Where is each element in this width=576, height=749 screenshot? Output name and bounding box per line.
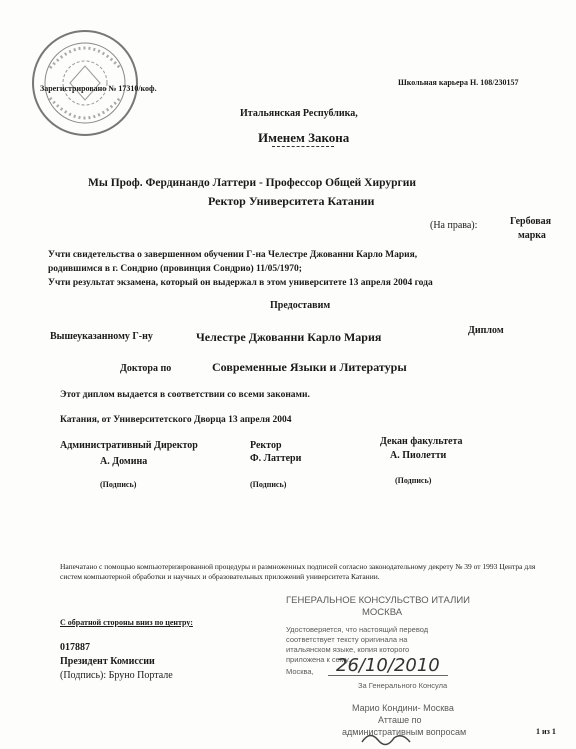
signer-name: А. Домина (100, 456, 148, 467)
field-of-study: Современные Языки и Литературы (212, 360, 407, 374)
consulate-cert-line: соответствует тексту оригинала на (286, 635, 408, 644)
commission-signature: (Подпись): Бруно Портале (60, 670, 173, 681)
considering-line-3: Учти результат экзамена, который он выдержал в этом университете 13 апреля 2004 года (48, 278, 433, 288)
considering-line-2: родившимся в г. Сондрио (провинция Сондрио) 11/05/1970; (48, 264, 302, 274)
consulate-city: МОСКВА (362, 607, 403, 618)
consulate-city-label: Москва, (286, 667, 314, 676)
consulate-title: ГЕНЕРАЛЬНОЕ КОНСУЛЬСТВО ИТАЛИИ (286, 595, 470, 606)
graduate-name: Челестре Джованни Карло Мария (196, 330, 382, 344)
divider (272, 146, 334, 147)
diploma-label: Диплом (468, 325, 504, 336)
republic-heading: Итальянская Республика, (240, 108, 358, 119)
signature-line (328, 675, 448, 676)
document-number: 017887 (60, 642, 90, 653)
consulate-cert-line: Удостоверяется, что настоящий перевод (286, 625, 429, 634)
signer-signature: (Подпись) (250, 480, 287, 489)
grant-label: Предоставим (270, 300, 331, 311)
page-number: 1 из 1 (536, 727, 556, 736)
for-consul-label: За Генерального Консула (358, 681, 448, 690)
signer-title: Ректор (250, 440, 282, 451)
doctor-of-label: Доктора по (120, 363, 172, 374)
consulate-cert-line: приложена к сему. (286, 655, 351, 664)
issuer-line: Мы Проф. Фердинандо Латтери - Профессор Общей Хирургии (88, 177, 416, 189)
round-seal-icon (30, 28, 140, 138)
signer-title: Декан факультета (380, 436, 463, 447)
signer-name: А. Пиолетти (390, 450, 447, 461)
signer-name: Ф. Латтери (250, 453, 302, 464)
school-career-number: Школьная карьера Н. 108/230157 (398, 78, 519, 87)
place-date: Катания, от Университетского Дворца 13 апреля 2004 (60, 415, 292, 425)
consulate-cert-line: итальянском языке, копия которого (286, 645, 410, 654)
law-heading: Именем Закона (258, 130, 350, 145)
stamp-mark-label-2: марка (518, 230, 546, 241)
attache-role: Атташе по (378, 715, 422, 725)
attache-role-2: административным вопросам (342, 727, 467, 737)
signer-title: Административный Директор (60, 440, 198, 451)
considering-line-1: Учти свидетельства о завершенном обучении Г-на Челестре Джованни Карло Мария, (48, 250, 418, 260)
attache-name: Марио Кондини- Москва (352, 703, 454, 713)
stamp-mark-label: Гербовая (510, 216, 552, 227)
issued-note: Этот диплом выдается в соответствии со всеми законами. (60, 390, 310, 400)
by-right-label: (На права): (430, 220, 478, 231)
handwritten-signature-icon (360, 728, 420, 748)
commission-president: Президент Комиссии (60, 656, 155, 667)
signer-signature: (Подпись) (395, 476, 432, 485)
signer-signature: (Подпись) (100, 480, 137, 489)
reverse-note: С обратной стороны вниз по центру: (60, 618, 193, 627)
fine-print: Напечатано с помощью компьютеризированной процедуры и размноженных подписей согласно законодательному декрету № 39 от 1993 Центра для систем компьютерной обработки и научных и образовательных приложений университета Катании. (60, 562, 536, 581)
rector-line: Ректор Университета Катании (208, 194, 375, 208)
to-above-label: Вышеуказанному Г-ну (50, 331, 153, 342)
registration-number: Зарегистрировано № 17310/коф. (40, 84, 157, 93)
handwritten-date: 26/10/2010 (336, 655, 440, 676)
